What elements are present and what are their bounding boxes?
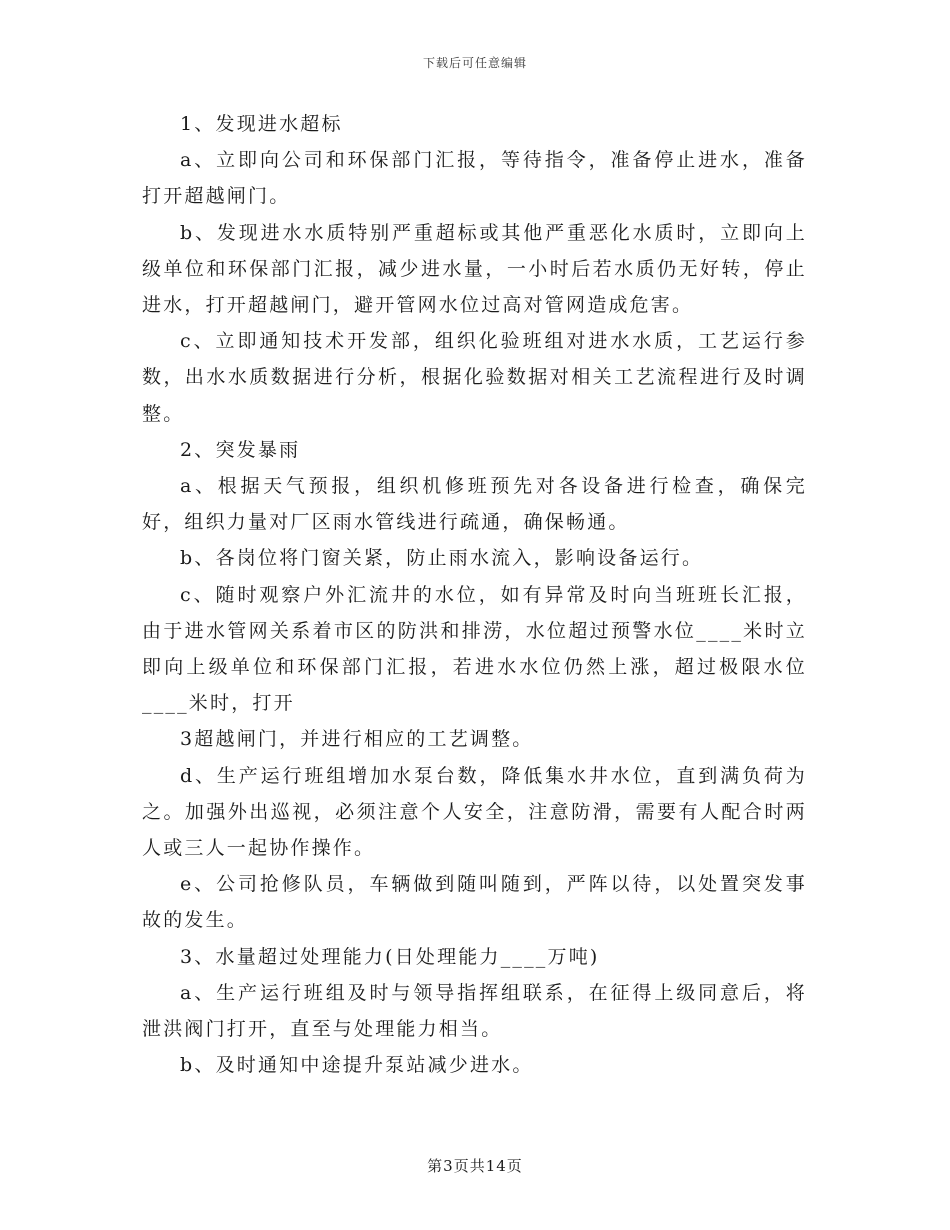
paragraph: a、生产运行班组及时与领导指挥组联系，在征得上级同意后，将泄洪阀门打开，直至与处理能力相当。 [142,981,807,1041]
section-heading-3: 3、水量超过处理能力(日处理能力____万吨) [180,945,600,968]
paragraph: c、随时观察户外汇流井的水位，如有异常及时向当班班长汇报，由于进水管网关系着市区的防洪和排涝，水位超过预警水位____米时立即向上级单位和环保部门汇报，若进水水位仍然上涨，超过极限水位____米时，打开 [142,583,807,715]
page-number: 第3页共14页 [427,1157,523,1175]
paragraph: b、发现进水水质特别严重超标或其他严重恶化水质时，立即向上级单位和环保部门汇报，减少进水量，一小时后若水质仍无好转，停止进水，打开超越闸门，避开管网水位过高对管网造成危害。 [142,221,807,317]
paragraph: e、公司抢修队员，车辆做到随叫随到，严阵以待，以处置突发事故的发生。 [142,873,807,932]
paragraph: c、立即通知技术开发部，组织化验班组对进水水质，工艺运行参数，出水水质数据进行分析，根据化验数据对相关工艺流程进行及时调整。 [142,330,807,425]
section-heading-2: 2、突发暴雨 [180,438,301,461]
section-heading-1: 1、发现进水超标 [180,113,343,135]
paragraph: a、立即向公司和环保部门汇报，等待指令，准备停止进水，准备打开超越闸门。 [142,149,807,208]
paragraph: a、根据天气预报，组织机修班预先对各设备进行检查，确保完好，组织力量对厂区雨水管线进行疏通，确保畅通。 [142,475,807,534]
paragraph: b、各岗位将门窗关紧，防止雨水流入，影响设备运行。 [180,547,704,570]
page-header-note: 下载后可任意编辑 [422,56,527,70]
paragraph: b、及时通知中途提升泵站减少进水。 [180,1054,534,1077]
paragraph: d、生产运行班组增加水泵台数，降低集水井水位，直到满负荷为之。加强外出巡视，必须注意个人安全，注意防滑，需要有人配合时两人或三人一起协作操作。 [142,764,807,860]
paragraph: 3超越闸门，并进行相应的工艺调整。 [180,728,534,751]
document-body [142,106,807,1083]
